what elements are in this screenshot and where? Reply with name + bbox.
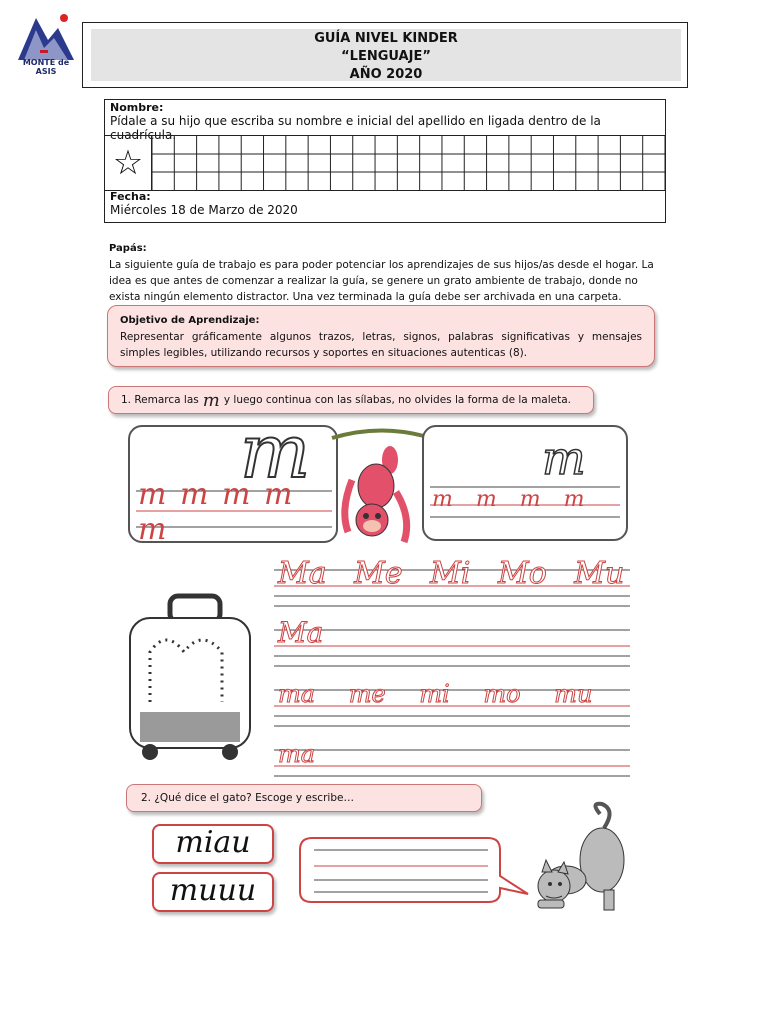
- objective-text: Representar gráficamente algunos trazos, letras, signos, palabras significativas y mensajes simples legibles, utilizando recursos y soportes en situaciones autenticas (8).: [120, 331, 642, 359]
- option-miau-text: miau: [175, 825, 251, 860]
- letter-card-left: [128, 409, 338, 547]
- syllable-row-4-start[interactable]: ma: [278, 740, 316, 768]
- exercise-1-label-start: 1. Remarca las: [121, 394, 199, 406]
- monkey-illustration: [330, 420, 426, 554]
- option-miau[interactable]: [152, 824, 274, 864]
- cat-illustration: [530, 800, 634, 918]
- title-box: [82, 22, 688, 88]
- name-table: [104, 99, 666, 223]
- syllable-writing-lines[interactable]: [274, 560, 630, 782]
- objective-title: Objetivo de Aprendizaje:: [120, 315, 260, 326]
- letter-card-right: [422, 425, 628, 541]
- parents-text: La siguiente guía de trabajo es para poder potenciar los aprendizajes de sus hijos/as desde el hogar. La idea es que antes de comenzar a realizar la guía, se genere un grato ambiente de trabajo, donde no exista ningún elemento distractor. Una vez terminada la guía debe ser archivada en una carpeta.: [109, 259, 654, 303]
- objective-box: [107, 305, 655, 367]
- suitcase-illustration: [126, 592, 254, 764]
- name-label: Nombre:: [110, 101, 164, 114]
- date-label: Fecha:: [110, 190, 151, 203]
- trace-letters-left[interactable]: m m m m m: [138, 477, 295, 547]
- big-letter-outline: m: [240, 409, 311, 495]
- title-line-1: GUÍA NIVEL KINDER: [314, 31, 458, 46]
- exercise-1-letter: m: [202, 389, 220, 411]
- exercise-1-instruction: [108, 386, 594, 414]
- parents-title: Papás:: [109, 243, 147, 254]
- name-writing-grid[interactable]: [105, 135, 665, 191]
- date-value: Miércoles 18 de Marzo de 2020: [110, 203, 298, 217]
- name-instruction: Pídale a su hijo que escriba su nombre e inicial del apellido en ligada dentro de la cuadrícula.: [110, 114, 601, 142]
- star-icon: ☆: [105, 136, 152, 190]
- school-name: MONTE de ASIS: [22, 58, 70, 76]
- trace-letters-right[interactable]: m m m m: [432, 487, 593, 512]
- syllables-trace-lowercase[interactable]: ma me mi mo mu: [278, 680, 593, 708]
- writing-grid-cells: [152, 136, 665, 190]
- title-line-3: AÑO 2020: [349, 67, 423, 82]
- syllable-row-2-start[interactable]: Ma: [278, 616, 324, 649]
- parents-note: [109, 240, 661, 305]
- title-line-2: “LENGUAJE”: [341, 49, 431, 64]
- option-muuu[interactable]: [152, 872, 274, 912]
- exercise-2-instruction: [126, 784, 482, 812]
- syllables-trace-uppercase[interactable]: Ma Me Mi Mo Mu: [278, 556, 625, 591]
- speech-bubble[interactable]: [298, 836, 534, 906]
- exercise-1-label-end: y luego continua con las sílabas, no olvides la forma de la maleta.: [223, 394, 571, 406]
- small-letter-outline: m: [542, 431, 586, 485]
- option-muuu-text: muuu: [169, 873, 257, 908]
- exercise-2-label: 2. ¿Qué dice el gato? Escoge y escribe…: [141, 792, 354, 804]
